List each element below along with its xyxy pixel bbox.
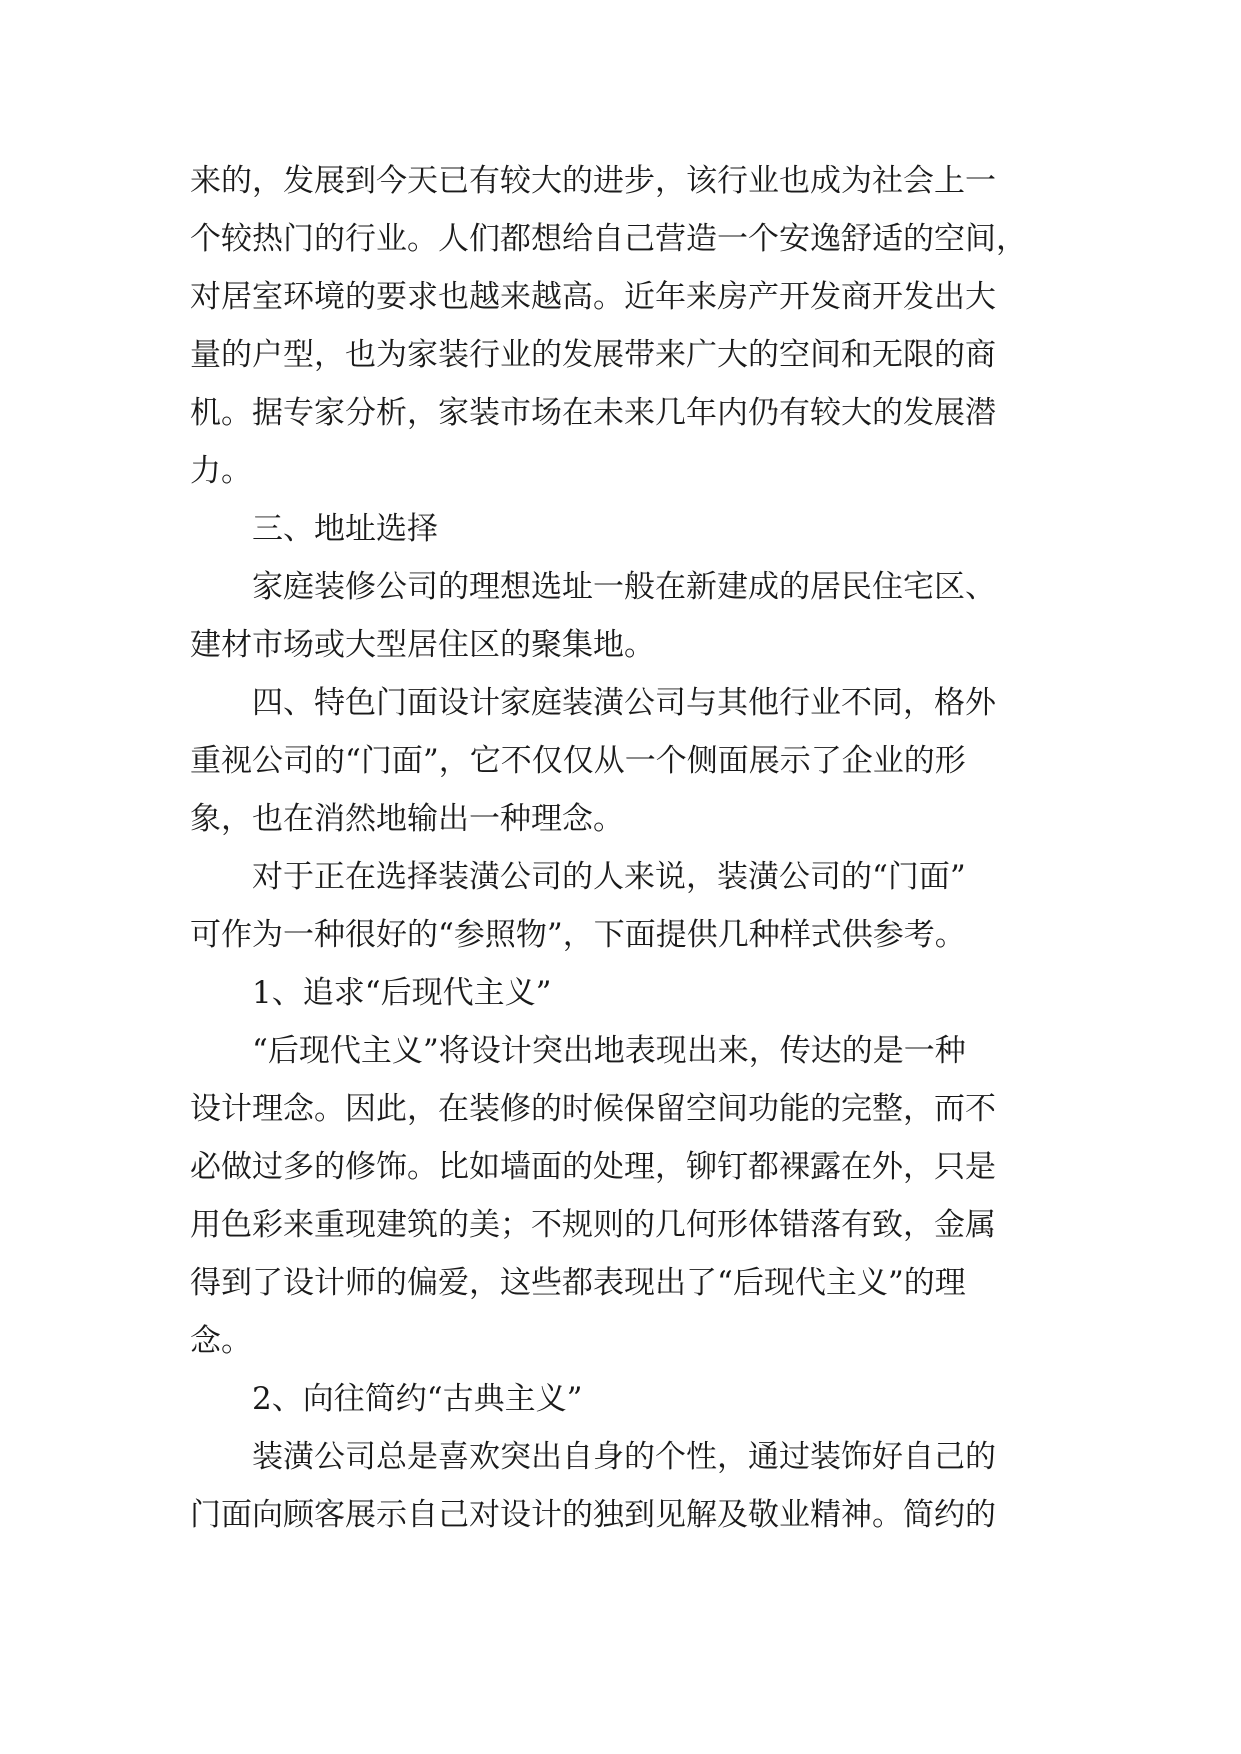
- text-line: 门面向顾客展示自己对设计的独到见解及敬业精神。简约的: [190, 1497, 996, 1533]
- text-line: 可作为一种很好的“参照物”，下面提供几种样式供参考。: [190, 917, 966, 953]
- text-line: 家庭装修公司的理想选址一般在新建成的居民住宅区、: [252, 569, 996, 605]
- text-line: “后现代主义”将设计突出地表现出来，传达的是一种: [252, 1033, 966, 1069]
- text-line: 设计理念。因此，在装修的时候保留空间功能的完整，而不: [190, 1091, 996, 1127]
- text-line: 得到了设计师的偏爱，这些都表现出了“后现代主义”的理: [190, 1265, 966, 1301]
- text-line: 来的，发展到今天已有较大的进步，该行业也成为社会上一: [190, 163, 996, 199]
- text-line: 对于正在选择装潢公司的人来说，装潢公司的“门面”: [252, 859, 966, 895]
- text-line: 象，也在消然地输出一种理念。: [190, 801, 624, 837]
- subsection-heading: 1、追求“后现代主义”: [252, 975, 552, 1011]
- text-line: 机。据专家分析，家装市场在未来几年内仍有较大的发展潜: [190, 395, 996, 431]
- text-line: 必做过多的修饰。比如墙面的处理，铆钉都裸露在外，只是: [190, 1149, 996, 1185]
- text-line: 装潢公司总是喜欢突出自身的个性，通过装饰好自己的: [252, 1439, 996, 1475]
- section-heading: 四、特色门面设计家庭装潢公司与其他行业不同，格外: [252, 685, 996, 721]
- subsection-heading: 2、向往简约“古典主义”: [252, 1381, 583, 1417]
- text-line: 念。: [190, 1323, 252, 1359]
- text-line: 重视公司的“门面”，它不仅仅从一个侧面展示了企业的形: [190, 743, 966, 779]
- text-line: 力。: [190, 453, 252, 489]
- text-line: 用色彩来重现建筑的美；不规则的几何形体错落有致，金属: [190, 1207, 996, 1243]
- section-heading: 三、地址选择: [252, 511, 438, 547]
- text-line: 建材市场或大型居住区的聚集地。: [190, 627, 655, 663]
- document-page: [190, 152, 1050, 1544]
- text-line: 对居室环境的要求也越来越高。近年来房产开发商开发出大: [190, 279, 996, 315]
- text-line: 量的户型，也为家装行业的发展带来广大的空间和无限的商: [190, 337, 996, 373]
- text-line: 个较热门的行业。人们都想给自己营造一个安逸舒适的空间，: [190, 221, 1027, 257]
